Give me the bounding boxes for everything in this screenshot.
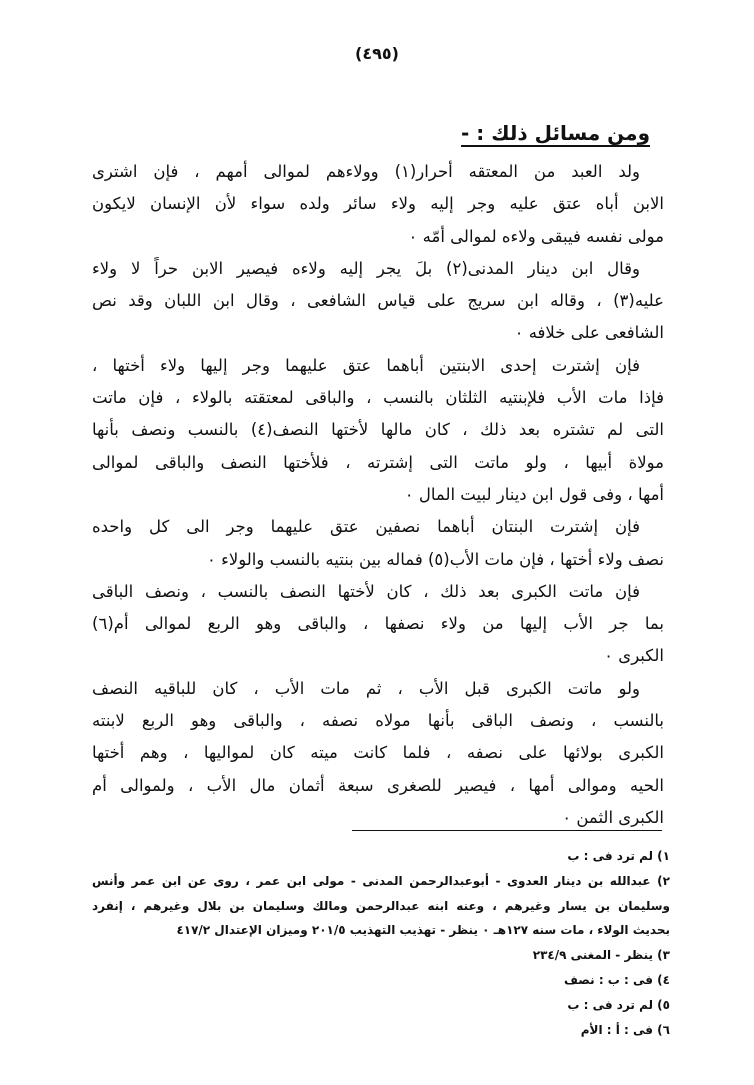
footnote-continuation: وسليمان بن يسار وغيرهم ، وعنه ابنه عبدالرحمن ومالك وسليمان بن بلال وغيرهم ، إنفرد: [92, 898, 670, 913]
text-line: ولو ماتت الكبرى قبل الأب ، ثم مات الأب ، كان للباقيه النصف: [92, 678, 640, 698]
text-line: الكبرى بولائها على نصفه ، فلما كانت ميته كان لمواليها ، وهم أختها: [92, 743, 664, 763]
footnote: ٤) فى : ب : نصف: [564, 972, 670, 987]
text-line: نصف ولاء أختها ، فإن مات الأب(٥) فماله بين بنتيه بالنسب والولاء ٠: [206, 549, 664, 569]
text-line: مولى نفسه فيبقى ولاءه لموالى أمّه ٠: [408, 226, 664, 246]
footnote: ١) لم ترد فى : ب: [567, 849, 670, 863]
section-heading-text: ومن مسائل ذلك : -: [461, 121, 650, 145]
body-text: [92, 118, 664, 834]
text-line: عليه(٣) ، وقاله ابن سريج على قياس الشافعى ، وقال ابن اللبان وقد نص: [92, 291, 664, 311]
text-line: الكبرى الثمن ٠: [562, 807, 664, 827]
footnote: ٢) عبدالله بن دينار العدوى - أبوعبدالرحمن المدنى - مولى ابن عمر ، روى عن ابن عمر وأنس: [92, 873, 670, 888]
text-line: الابن أباه عتق عليه وجر إليه ولاء سائر ولده سواء لأن الإنسان لايكون: [92, 194, 664, 214]
text-line: وقال ابن دينار المدنى(٢) بلَ يجر إليه ولاءه فيصير الابن حراً لا ولاء: [92, 258, 640, 278]
text-line: بما جر الأب إليها من ولاء نصفها ، والباقى وهو الربع لموالى أم(٦): [92, 614, 664, 634]
footnote: ٦) فى : أ : الأم: [580, 1022, 670, 1037]
footnote: ٥) لم ترد فى : ب: [567, 997, 670, 1012]
page-number: (٤٩٥): [355, 44, 399, 63]
footnotes: [92, 844, 670, 1042]
text-line: مولاة أبيها ، ولو ماتت التى إشترته ، فلأختها النصف والباقى لموالى: [92, 452, 664, 472]
text-line: الكبرى ٠: [604, 646, 664, 666]
text-line: التى لم تشتره بعد ذلك ، كان مالها لأختها النصف(٤) بالنسب ونصف بأنها: [92, 420, 664, 440]
footnote-separator: [352, 830, 662, 831]
text-line: فإذا مات الأب فلإبنتيه الثلثان بالنسب ، والباقى لمعتقته بالولاء ، فإن ماتت: [92, 388, 664, 408]
text-line: فإن إشترت البنتان أباهما نصفين عتق عليهما وجر الى كل واحده: [92, 517, 640, 537]
text-line: الشافعى على خلافه ٠: [514, 323, 664, 343]
text-line: الحيه وموالى أمها ، فيصير للصغرى سبعة أثمان مال الأب ، ولموالى أم: [92, 775, 664, 795]
text-line: فإن ماتت الكبرى بعد ذلك ، كان لأختها النصف بالنسب ، ونصف الباقى: [92, 581, 640, 601]
text-line: فإن إشترت إحدى الابنتين أباهما عتق عليهما وجر إليها ولاء أختها ،: [92, 355, 640, 375]
text-line: ولد العبد من المعتقه أحرار(١) وولاءهم لموالى أمهم ، فإن اشترى: [92, 162, 640, 181]
text-line: أمها ، وفى قول ابن دينار لبيت المال ٠: [404, 484, 664, 504]
text-line: بالنسب ، ونصف الباقى بأنها مولاه نصفه ، والباقى وهو الربع لابنته: [92, 711, 664, 731]
section-heading: [92, 118, 664, 148]
footnote-continuation: بحديث الولاء ، مات سنه ١٢٧هـ ٠ ينظر - تهذيب التهذيب ٢٠١/٥ وميزان الإعتدال ٤١٧/٢: [176, 923, 670, 938]
footnote: ٣) ينظر - المغنى ٢٣٤/٩: [532, 948, 670, 963]
